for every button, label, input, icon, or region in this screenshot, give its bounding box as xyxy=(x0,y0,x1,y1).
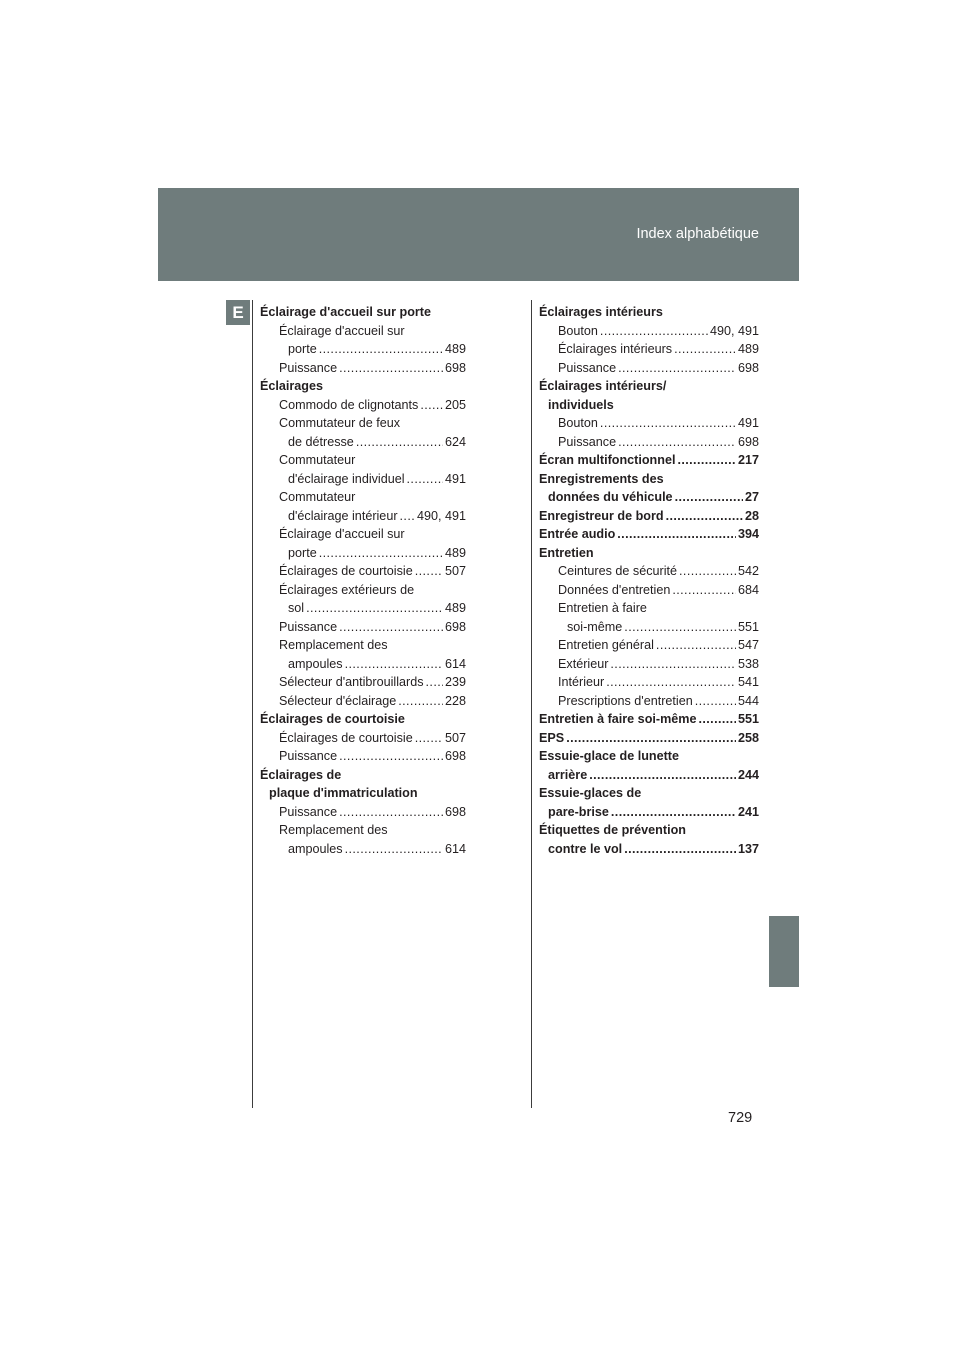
index-column-right xyxy=(539,303,759,858)
index-entry xyxy=(539,692,759,711)
index-entry-text: Ceintures de sécurité xyxy=(558,564,678,578)
index-entry-text: Intérieur xyxy=(558,675,605,689)
left-column-rule xyxy=(252,300,253,1108)
dot-leader xyxy=(345,655,443,674)
index-entry-page: 614 xyxy=(444,656,466,671)
index-entry xyxy=(539,322,759,341)
dot-leader xyxy=(566,729,736,748)
dot-leader xyxy=(415,729,443,748)
index-entry-page: 491 xyxy=(444,471,466,486)
index-entry-text: Remplacement des xyxy=(279,823,388,837)
index-entry-text: Bouton xyxy=(558,323,598,338)
index-entry xyxy=(539,636,759,655)
index-entry-page: 241 xyxy=(737,804,759,819)
index-entry xyxy=(539,562,759,581)
index-entry-text: Entretien à faire soi-même xyxy=(539,712,697,726)
index-entry-page: 394 xyxy=(737,527,759,541)
index-entry-text: d'éclairage individuel xyxy=(288,471,405,486)
dot-leader xyxy=(611,803,736,822)
index-entry xyxy=(539,507,759,526)
index-entry xyxy=(260,340,466,359)
index-entry xyxy=(539,470,759,489)
index-entry-text: Essuie-glace de lunette xyxy=(539,749,679,763)
index-entry-text: soi-même xyxy=(567,619,623,634)
index-entry xyxy=(539,488,759,507)
dot-leader xyxy=(398,692,443,711)
index-entry xyxy=(260,507,466,526)
index-entry-page: 507 xyxy=(444,730,466,745)
index-entry xyxy=(539,729,759,748)
dot-leader xyxy=(339,618,443,637)
index-entry-text: individuels xyxy=(548,397,614,412)
dot-leader xyxy=(618,433,736,452)
index-entry-text: Enregistrements des xyxy=(539,471,664,486)
index-entry-text: porte xyxy=(288,545,317,560)
index-entry-text: Sélecteur d'éclairage xyxy=(279,693,397,708)
dot-leader xyxy=(610,655,736,674)
index-entry-text: Écran multifonctionnel xyxy=(539,453,676,467)
index-entry-page: 258 xyxy=(737,730,759,745)
dot-leader xyxy=(339,747,443,766)
index-entry-page: 614 xyxy=(444,841,466,856)
header-title: Index alphabétique xyxy=(636,226,759,242)
index-entry xyxy=(260,488,466,507)
dot-leader xyxy=(695,692,736,711)
index-entry-text: Essuie-glaces de xyxy=(539,786,642,800)
dot-leader xyxy=(345,840,443,859)
index-entry-page: 698 xyxy=(737,360,759,375)
index-entry-page: 205 xyxy=(444,397,466,412)
index-entry-text: EPS xyxy=(539,730,565,745)
index-entry-text: arrière xyxy=(548,767,588,782)
index-entry-page: 28 xyxy=(744,508,759,523)
index-entry-page: 490, 491 xyxy=(709,323,759,338)
index-entry-text: Extérieur xyxy=(558,656,609,671)
dot-leader xyxy=(679,562,736,581)
dot-leader xyxy=(606,673,736,692)
dot-leader xyxy=(666,507,743,526)
index-entry xyxy=(539,673,759,692)
index-entry xyxy=(539,377,759,396)
dot-leader xyxy=(672,581,736,600)
index-entry-text: Éclairages intérieurs xyxy=(539,305,663,319)
index-entry xyxy=(260,451,466,470)
index-entry xyxy=(260,599,466,618)
index-entry-text: Entrée audio xyxy=(539,527,616,541)
index-entry xyxy=(260,747,466,766)
dot-leader xyxy=(600,322,708,341)
dot-leader xyxy=(600,414,736,433)
index-entry xyxy=(260,803,466,822)
index-entry-text: de détresse xyxy=(288,434,354,449)
index-entry-text: sol xyxy=(288,601,305,615)
dot-leader xyxy=(675,488,743,507)
dot-leader xyxy=(415,562,443,581)
index-entry xyxy=(260,784,466,803)
dot-leader xyxy=(698,710,736,729)
index-entry-page: 698 xyxy=(444,619,466,634)
index-entry-text: Entretien général xyxy=(558,638,654,652)
dot-leader xyxy=(306,599,443,618)
index-entry-text: Puissance xyxy=(279,360,338,375)
index-entry-page: 239 xyxy=(444,675,466,689)
index-entry-page: 624 xyxy=(444,434,466,449)
index-entry xyxy=(260,840,466,859)
index-entry xyxy=(260,396,466,415)
index-entry-page: 489 xyxy=(444,545,466,560)
index-entry xyxy=(539,396,759,415)
dot-leader xyxy=(624,840,736,859)
index-entry xyxy=(260,673,466,692)
index-entry xyxy=(260,359,466,378)
index-entry xyxy=(539,747,759,766)
index-entry-text: Éclairage d'accueil sur xyxy=(279,323,405,338)
index-entry-text: Puissance xyxy=(558,434,617,449)
index-entry xyxy=(260,525,466,544)
index-entry-text: d'éclairage intérieur xyxy=(288,508,398,523)
index-entry-text: Commodo de clignotants xyxy=(279,397,419,412)
page-number: 729 xyxy=(728,1110,753,1126)
index-entry-page: 491 xyxy=(737,416,759,430)
index-entry xyxy=(260,433,466,452)
index-entry xyxy=(260,322,466,341)
index-entry xyxy=(539,821,759,840)
index-entry-text: Commutateur de feux xyxy=(279,416,401,430)
index-entry xyxy=(260,544,466,563)
index-entry xyxy=(539,544,759,563)
index-entry xyxy=(260,562,466,581)
index-entry-text: Puissance xyxy=(279,804,338,819)
index-entry-page: 489 xyxy=(444,342,466,356)
index-entry-text: Sélecteur d'antibrouillards xyxy=(279,675,424,689)
dot-leader xyxy=(674,340,736,359)
index-entry xyxy=(260,710,466,729)
section-letter: E xyxy=(226,300,250,325)
index-entry-text: Éclairages de courtoisie xyxy=(260,712,405,726)
index-entry-text: Éclairages xyxy=(260,379,324,393)
index-entry-page: 217 xyxy=(737,453,759,467)
index-entry-text: Puissance xyxy=(279,749,338,763)
index-entry-text: Bouton xyxy=(558,416,598,430)
index-entry-page: 698 xyxy=(444,360,466,375)
index-entry xyxy=(539,766,759,785)
index-entry xyxy=(260,766,466,785)
index-entry xyxy=(260,618,466,637)
index-entry xyxy=(539,581,759,600)
index-entry xyxy=(260,655,466,674)
index-entry-text: données du véhicule xyxy=(548,490,673,504)
index-entry-page: 489 xyxy=(444,601,466,615)
dot-leader xyxy=(319,544,443,563)
index-entry-text: Étiquettes de prévention xyxy=(539,823,686,837)
dot-leader xyxy=(426,673,443,692)
index-entry-page: 490, 491 xyxy=(416,508,466,523)
dot-leader xyxy=(677,451,736,470)
index-entry-text: Entretien xyxy=(539,545,594,560)
dot-leader xyxy=(589,766,736,785)
dot-leader xyxy=(339,359,443,378)
index-entry-page: 137 xyxy=(737,841,759,856)
dot-leader xyxy=(624,618,736,637)
index-entry xyxy=(260,692,466,711)
dot-leader xyxy=(618,359,736,378)
index-entry-text: Puissance xyxy=(558,360,617,375)
index-entry xyxy=(260,729,466,748)
index-entry-text: Commutateur xyxy=(279,453,356,467)
index-entry-text: Entretien à faire xyxy=(558,601,647,615)
index-entry-page: 698 xyxy=(737,434,759,449)
index-entry xyxy=(539,451,759,470)
index-entry-page: 489 xyxy=(737,342,759,356)
index-entry xyxy=(539,618,759,637)
dot-leader xyxy=(656,636,736,655)
index-entry-text: plaque d'immatriculation xyxy=(269,786,418,800)
index-entry-text: Éclairages intérieurs/ xyxy=(539,379,667,393)
dot-leader xyxy=(339,803,443,822)
dot-leader xyxy=(400,507,415,526)
index-entry xyxy=(539,525,759,544)
index-entry-text: contre le vol xyxy=(548,841,623,856)
header-band xyxy=(158,188,799,281)
index-entry-page: 228 xyxy=(444,693,466,708)
index-entry-page: 547 xyxy=(737,638,759,652)
index-entry-text: Éclairage d'accueil sur xyxy=(279,527,405,541)
dot-leader xyxy=(420,396,443,415)
section-thumb-tab xyxy=(769,916,799,987)
index-entry-page: 698 xyxy=(444,749,466,763)
index-entry xyxy=(539,433,759,452)
index-entry-page: 507 xyxy=(444,564,466,578)
index-entry xyxy=(260,303,466,322)
index-entry-page: 27 xyxy=(744,490,759,504)
index-entry-text: Éclairages intérieurs xyxy=(558,342,673,356)
index-entry xyxy=(539,599,759,618)
index-entry-text: Remplacement des xyxy=(279,638,388,652)
index-entry-page: 551 xyxy=(737,619,759,634)
dot-leader xyxy=(617,525,736,544)
index-entry-page: 544 xyxy=(737,693,759,708)
index-entry xyxy=(539,803,759,822)
index-entry-text: pare-brise xyxy=(548,804,609,819)
index-entry-text: ampoules xyxy=(288,841,343,856)
index-entry-text: Éclairage d'accueil sur porte xyxy=(260,305,431,319)
index-entry-text: Commutateur xyxy=(279,490,356,504)
index-entry xyxy=(539,784,759,803)
index-entry-text: Éclairages de courtoisie xyxy=(279,564,413,578)
index-entry xyxy=(260,470,466,489)
index-entry-page: 538 xyxy=(737,656,759,671)
index-entry-text: porte xyxy=(288,342,317,356)
index-entry-page: 541 xyxy=(737,675,759,689)
index-column-left xyxy=(260,303,466,858)
index-entry-text: Éclairages de courtoisie xyxy=(279,730,413,745)
index-entry-page: 551 xyxy=(737,712,759,726)
dot-leader xyxy=(319,340,443,359)
index-entry xyxy=(539,710,759,729)
index-entry xyxy=(539,840,759,859)
index-entry xyxy=(260,377,466,396)
index-entry-text: Données d'entretien xyxy=(558,582,671,597)
index-entry xyxy=(260,414,466,433)
index-entry xyxy=(539,303,759,322)
dot-leader xyxy=(407,470,443,489)
dot-leader xyxy=(356,433,443,452)
index-entry-page: 698 xyxy=(444,804,466,819)
index-entry-text: ampoules xyxy=(288,656,343,671)
index-entry xyxy=(539,340,759,359)
index-entry xyxy=(539,359,759,378)
index-entry-text: Enregistreur de bord xyxy=(539,508,664,523)
index-entry xyxy=(260,581,466,600)
middle-column-rule xyxy=(531,300,532,1108)
index-entry-text: Puissance xyxy=(279,619,338,634)
index-entry-page: 542 xyxy=(737,564,759,578)
index-entry xyxy=(539,655,759,674)
index-entry-page: 684 xyxy=(737,582,759,597)
index-entry xyxy=(539,414,759,433)
index-entry xyxy=(260,821,466,840)
index-entry-text: Éclairages de xyxy=(260,767,342,782)
index-entry xyxy=(260,636,466,655)
index-entry-text: Prescriptions d'entretien xyxy=(558,693,693,708)
index-entry-text: Éclairages extérieurs de xyxy=(279,582,415,597)
index-entry-page: 244 xyxy=(737,767,759,782)
